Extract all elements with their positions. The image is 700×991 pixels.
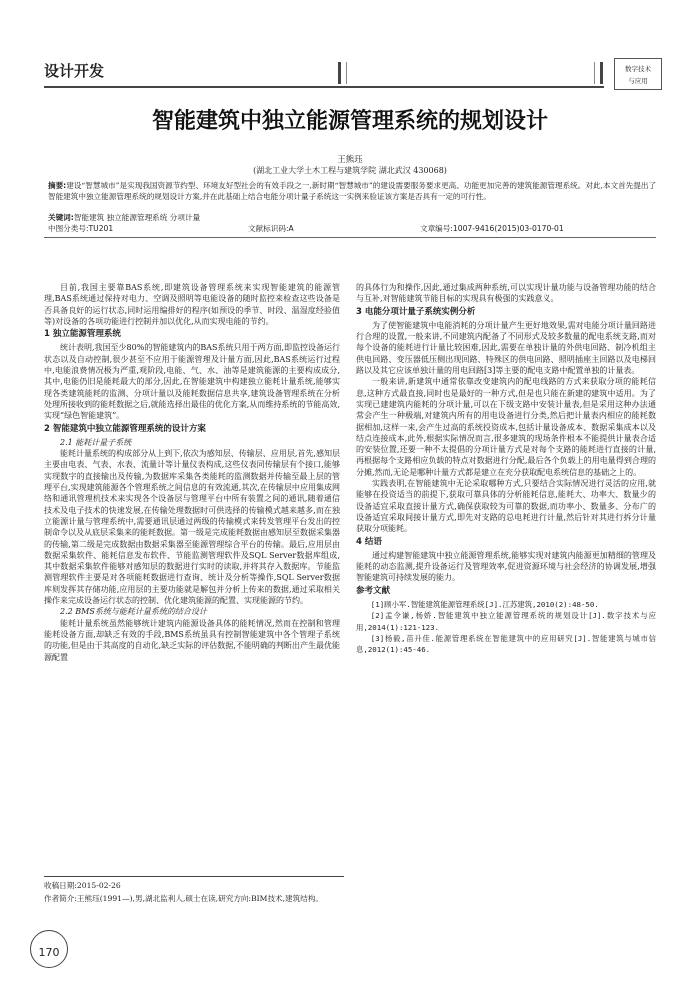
paragraph: 一般来讲,新建筑中通常依靠改变建筑内的配电线路的方式来获取分项的能耗信息,这种方式最直接,同时也是最好的一种方式,但是也只能在新建的建筑中适用。为了实现已建建筑内能耗的分项计量,可以在下级支路中安装计量表,但是采用这种办法通常会产生一种极端,对建筑内所有的用电设备进行分类,然后把计量表内相应的能耗数据相加,这样一来,会产生过高的系统投资成本,包括计量设备成本、数据采集成本以及结点连接成本,此外,根据实际情况而言,很多建筑的现场条件根本不能提供计量表合适的安装位置,还要一种不太提倡的分项计量方式是对每个支路的能耗进行直接的计量,再根据每个支路相应负载的特点对数据进行分配,最后各个负载上的用电量得到合理的分摊,然而,无论是哪种计量方式都是建立在充分获取配电系统信息的基础之上的。: [356, 377, 656, 477]
reference-item: [1]顾小军.智能建筑能源管理系统[J].江苏建筑,2010(2):48-50.: [370, 600, 599, 610]
reference-item: [2]孟令谦,杨娇.智能建筑中独立能源管理系统的规划设计[J].数字技术与应用,2014(1):121-123.: [356, 611, 656, 632]
right-column: [356, 282, 656, 656]
header-divider: [594, 62, 595, 84]
author-bio: 作者简介:王熊珏(1991—),男,湖北监利人,硕士在读,研究方向:BIM技术,建筑结构。: [44, 894, 324, 903]
paragraph: 统计表明,我国至少80%的智能建筑内的BAS系统只用于两方面,即监控设备运行状态以及自动控制,很少甚至不应用于能源管理及计量方面,因此,BAS系统运行过程中,电能浪费情况极为严重,观阶段,电能、气、水、油等是建筑能源的主要构成成分,其中,电能仍旧是能耗最大的部分,因此,在智能建筑中构建独立能耗计量系统,能够实现各类建筑能耗的监测、分项计量以及能耗数据信息共享,建筑设备管理系统在分析处理所接收到的能耗数据之后,就能选择出最佳的优化方案,从而维持系统的节能高效,实现“绿色智能建筑”。: [44, 343, 341, 421]
abstract-label: 摘要:: [48, 181, 67, 190]
keywords-text: 智能建筑 独立能源管理系统 分项计量: [73, 213, 201, 222]
paragraph: 能耗计量系统的构成部分从上到下,依次为感知层、传输层、应用层,首先,感知层主要由电表、气表、水表、流量计等计量仪表构成,这些仪表同传输层有个接口,能够实现数字的直接输出及传输,为数据库采集各类能耗的监测数据并传输至最上层的管理平台,实现建筑能源各个管理系统之间信息的有效流通,其次,在传输层中应用集成网络和通讯管理机技术来实现各个设备层与管理平台中所有装置之间的通讯,随着通信技术及电子技术的快速发展,在传输处理数据时可供选择的传输模式越来越多,而在独立能源计量与管理系统中,需要通讯层通过两级的传输模式来转发管理平台发出的控制命令以及从底层采集来的能耗数据。第一级是完成能耗数据由感知层至数据采集器的传输,第二级是完成数据由数据采集器至能源管理综合平台的传输。最后,应用层由数据采集软件、能耗信息发布软件、节能监测管理软件及SQL Server数据库组成,其中数据采集软件能够对感知层的数据进行实时的读取,并将其存入数据库。节能监测管理软件主要是对各项能耗数据进行查询、统计及分析等操作,SQL Server数据库则发挥其存储功能,应用层的主要功能就是解包并分析上传来的数据,通过采取相关操作来完成设备运行状态的控制、优化建筑能源的配置、实现能源的节约。: [44, 449, 340, 606]
section-heading: 4 结语: [356, 536, 382, 547]
paragraph: 实践表明,在智能建筑中无论采取哪种方式,只要结合实际情况进行灵活的应用,就能够在投资适当的前提下,获取可靠具体的分析能耗信息,能耗大、功率大、数量少的设备适宜采取直接计量方式,确保获取较为可靠的数据,而功率小、数量多、分布广的设备适宜采取间接计量方式,即先对支路的总电耗进行计量,然后针对其进行拆分计量获取分项能耗。: [356, 479, 656, 534]
header-divider: [338, 62, 341, 84]
paragraph: 为了使智能建筑中电能消耗的分项计量产生更好地效果,需对电能分项计量回路进行合理的设置,一般来讲,不同建筑内配备了不同形式及较多数量的配电系统支路,而对每个设备的能耗进行计量比较困难,因此,需要在单独计量的外供电回路、制冷机组主供电回路、变压器低压侧出现回路、特殊区的供电回路、照明插座主回路以及电梯回路以及其它应该单独计量的用电回路[3]等主要的配电支路中配置单独的计量表。: [356, 320, 656, 376]
received-date: 收稿日期:2015-02-26: [44, 881, 121, 890]
paragraph: 通过构建智能建筑中独立能源管理系统,能够实现对建筑内能源更加精细的管理及能耗的动态监测,提升设备运行及管理效率,促进资源环境与社会经济的协调发展,增强智能建筑可持续发展的能力。: [356, 550, 656, 583]
logo-bottom-text: 与应用: [628, 77, 648, 85]
abstract-rule: [44, 237, 656, 238]
author: 王熊珏: [337, 155, 363, 165]
keywords: [48, 212, 658, 223]
header-divider: [600, 62, 603, 84]
document-code: 文献标识码:A: [248, 224, 294, 233]
subsection-heading: 2.1 能耗计量子系统: [60, 437, 132, 447]
references-heading: 参考文献: [356, 585, 391, 596]
journal-logo: [614, 58, 662, 90]
affiliation: (湖北工业大学土木工程与建筑学院 湖北武汉 430068): [253, 166, 447, 175]
paper-title: 智能建筑中独立能源管理系统的规划设计: [151, 108, 548, 134]
section-label: 设计开发: [44, 62, 105, 80]
page-number: 170: [30, 930, 68, 968]
subsection-heading: 2.2 BMS系统与能耗计量系统的结合设计: [60, 607, 207, 617]
clc-number: 中图分类号:TU201: [48, 224, 114, 233]
paragraph: 的具体行为和操作,因此,通过集成两种系统,可以实现计量功能与设备管理功能的结合与互补,对智能建筑节能目标的实现具有极强的实践意义。: [356, 283, 656, 304]
paragraph: 目前,我国主要靠BAS系统,即建筑设备管理系统来实现智能建筑的能源管理,BAS系统通过保持对电力、空调及照明等电能设备的随时监控来检查这些设备是否具备良好的运行状态,同时运用编排好的程序(如预设的季节、时段、温湿度经验值等)对设备的各项功能进行控制并加以优化,从而实现电能的节约。: [44, 283, 340, 326]
paragraph: 能耗计量系统虽然能够统计建筑内能源设备具体的能耗情况,然而在控制和管理能耗设备方面,却缺乏有效的手段,BMS系统虽具有控制智能建筑中各个管理子系统的功能,但是由于其高度的自动化,缺乏实际的评估数据,不能明确的判断出产生最优能源配置: [44, 618, 340, 662]
keywords-label: 关键词:: [48, 213, 74, 222]
logo-top-text: 数字技术: [625, 65, 651, 73]
section-heading: 2 智能建筑中独立能源管理系统的设计方案: [44, 423, 206, 434]
footnote-rule: [44, 876, 344, 877]
left-column: [44, 282, 340, 663]
article-number: 文章编号:1007-9416(2015)03-0170-01: [420, 224, 564, 233]
header-divider: [346, 62, 347, 84]
header-rule: [44, 86, 604, 88]
reference-item: [3]杨毅,苗升佳.能源管理系统在智能建筑中的应用研究[J].智能建筑与城市信息,2012(1):45-46.: [356, 633, 656, 655]
abstract: [48, 180, 658, 202]
abstract-text: 建设“智慧城市”是实现我国资源节约型、环境友好型社会的有效手段之一,新时期“智慧城市”的建设需要服务要求更高、功能更加完善的建筑能源管理系统。对此,本文首先提出了智能建筑中独立能源管理系统的规划设计方案,并在此基础上结合电能分项计量子系统这一实例来验证该方案是否具有一定的可行性。: [48, 181, 657, 201]
section-heading: 1 独立能源管理系统: [44, 329, 121, 340]
section-heading: 3 电能分项计量子系统实例分析: [356, 306, 476, 317]
